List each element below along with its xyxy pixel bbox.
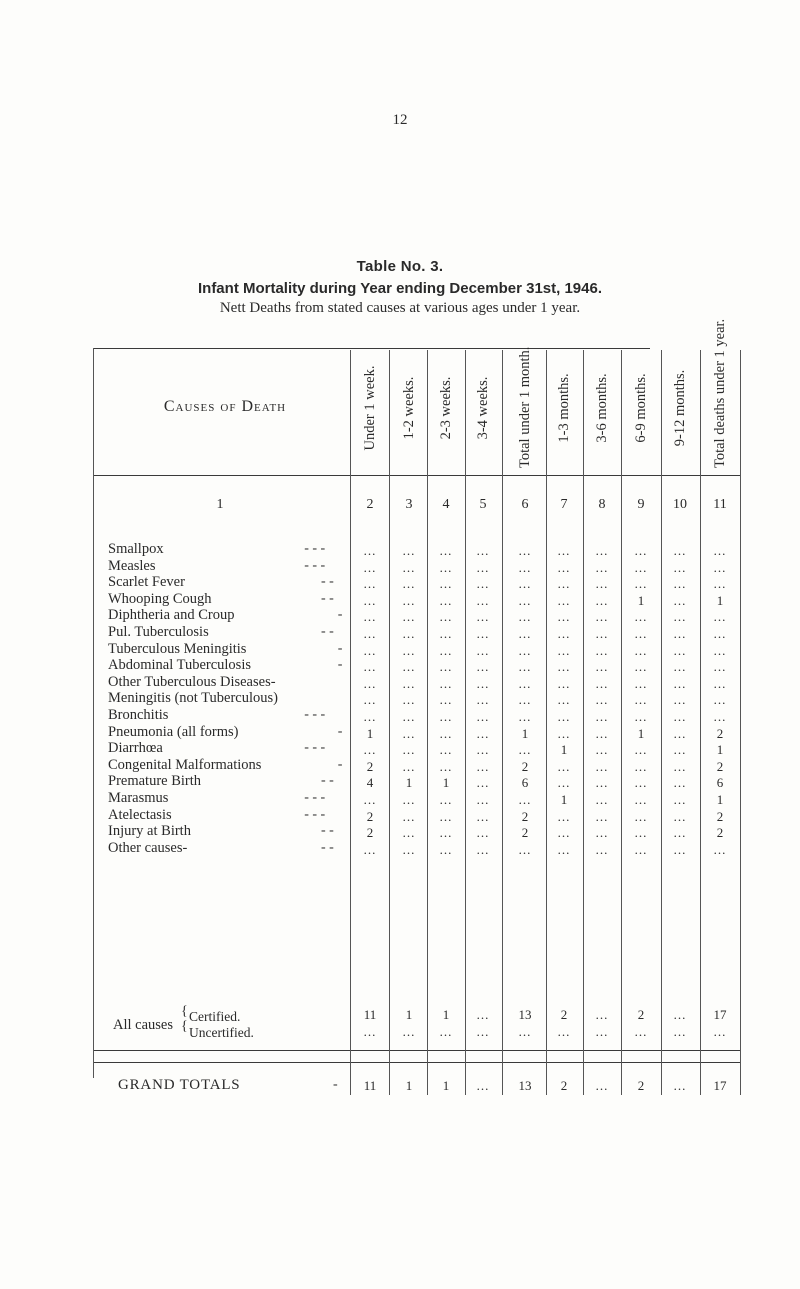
table-cell: ... (595, 758, 609, 774)
table-cell: ... (363, 626, 377, 641)
table-cell: ... (673, 692, 687, 708)
row-label: Meningitis (not Tuberculous) (108, 690, 278, 707)
table-cell: ... (673, 742, 687, 758)
table-cell: ... (673, 642, 687, 658)
row-dashes: - - - (304, 707, 326, 722)
table-cell: ... (402, 609, 416, 625)
table-description: Nett Deaths from stated causes at various ages under 1 year. (219, 300, 581, 316)
table-cell: ... (557, 692, 571, 708)
table-cell: ... (439, 725, 453, 741)
table-cell: ... (595, 576, 609, 592)
all-causes-label: All causes (113, 1017, 173, 1033)
table-cell: ... (634, 808, 648, 824)
table-cell: ... (673, 592, 687, 608)
table-cell: 6 (716, 775, 724, 791)
table-cell: ... (439, 742, 453, 758)
row-dashes: - - (321, 624, 334, 639)
table-cell: ... (476, 841, 490, 857)
certified-cell: 2 (637, 1007, 645, 1022)
table-cell: ... (557, 592, 571, 608)
certified-cell: 1 (442, 1007, 450, 1022)
table-cell: ... (363, 543, 377, 558)
row-label: Congenital Malformations (108, 756, 262, 773)
row-label: Bronchitis (108, 707, 169, 723)
column-number: 8 (598, 497, 606, 512)
table-cell: ... (518, 675, 532, 691)
column-header: 1-2 weeks. (401, 376, 417, 440)
certified-cell: 2 (560, 1007, 568, 1022)
grand-total-cell: 2 (560, 1078, 568, 1093)
table-cell: ... (713, 626, 727, 641)
table-cell: ... (476, 808, 490, 824)
column-header: 6-9 months. (633, 373, 649, 443)
table-subtitle: Infant Mortality during Year ending December 31st, 1946. (197, 280, 602, 297)
table-cell: ... (595, 841, 609, 857)
row-dashes: - - (321, 574, 334, 590)
table-cell: 1 (560, 742, 568, 758)
table-cell: ... (402, 725, 416, 741)
row-dashes: - (337, 723, 343, 739)
table-cell: ... (595, 626, 609, 641)
certified-cell: ... (476, 1007, 490, 1022)
table-cell: 1 (716, 742, 724, 758)
table-cell: 2 (716, 758, 724, 774)
table-cell: ... (402, 626, 416, 641)
table-cell: ... (713, 692, 727, 708)
table-cell: ... (402, 758, 416, 774)
table-cell: 1 (405, 775, 413, 791)
table-cell: ... (634, 825, 648, 841)
table-cell: ... (595, 792, 609, 807)
table-cell: ... (476, 742, 490, 758)
table-cell: ... (439, 576, 453, 592)
table-cell: 1 (637, 725, 645, 741)
table-cell: 1 (521, 725, 529, 741)
table-cell: ... (557, 576, 571, 592)
uncertified-cell: ... (634, 1024, 648, 1039)
table-cell: 2 (366, 825, 374, 841)
table-cell: ... (439, 692, 453, 708)
uncertified-cell: ... (557, 1024, 571, 1039)
certified-cell: 1 (405, 1007, 413, 1022)
table-cell: ... (363, 709, 377, 724)
table-cell: ... (634, 559, 648, 575)
table-cell: 2 (716, 725, 724, 741)
grand-total-cell: ... (595, 1078, 609, 1093)
column-number: 6 (521, 497, 529, 512)
table-cell: ... (402, 808, 416, 824)
grand-total-cell: ... (673, 1078, 687, 1093)
row-dashes: - - - (304, 790, 326, 805)
table-cell: ... (713, 841, 727, 857)
table-cell: ... (713, 609, 727, 625)
table-cell: ... (402, 742, 416, 758)
column-number: 7 (560, 497, 568, 512)
table-cell: ... (518, 692, 532, 708)
table-cell: ... (439, 792, 453, 807)
table-cell: ... (476, 675, 490, 691)
table-cell: ... (439, 659, 453, 675)
row-label: Smallpox (108, 541, 164, 557)
row-label: Whooping Cough (108, 590, 212, 607)
table-cell: ... (402, 709, 416, 724)
table-cell: ... (634, 659, 648, 675)
table-cell: ... (363, 609, 377, 625)
table-cell: ... (595, 825, 609, 841)
row-dashes: - - (321, 590, 334, 606)
table-cell: ... (402, 692, 416, 708)
row-dashes: - (337, 756, 343, 772)
table-cell: ... (402, 675, 416, 691)
table-cell: ... (634, 609, 648, 625)
page-number: 12 (392, 112, 408, 128)
table-cell: ... (713, 659, 727, 675)
table-cell: ... (476, 775, 490, 791)
table-cell: ... (595, 659, 609, 675)
grand-total-cell: 2 (637, 1078, 645, 1093)
table-cell: ... (713, 709, 727, 724)
table-cell: ... (673, 576, 687, 592)
table-cell: ... (476, 626, 490, 641)
column-number: 5 (479, 497, 487, 512)
table-title: Table No. 3. (356, 258, 444, 275)
table-cell: ... (439, 543, 453, 558)
table-cell: ... (557, 642, 571, 658)
grand-totals-dash: - (333, 1077, 338, 1092)
table-cell: ... (402, 543, 416, 558)
table-cell: ... (518, 576, 532, 592)
table-cell: ... (595, 725, 609, 741)
uncertified-cell: ... (673, 1024, 687, 1039)
table-cell: ... (634, 792, 648, 807)
table-cell: ... (713, 543, 727, 558)
column-header: 9-12 months. (672, 369, 688, 447)
table-cell: ... (557, 626, 571, 641)
table-cell: 2 (521, 758, 529, 774)
table-cell: ... (402, 825, 416, 841)
table-cell: ... (557, 709, 571, 724)
grand-total-cell: 17 (713, 1078, 727, 1093)
table-cell: ... (673, 792, 687, 807)
table-cell: ... (557, 808, 571, 824)
table-cell: ... (439, 709, 453, 724)
column-header: 1-3 months. (556, 373, 572, 443)
table-cell: ... (713, 642, 727, 658)
certified-cell: 13 (518, 1007, 532, 1022)
table-cell: ... (634, 742, 648, 758)
table-cell: ... (476, 792, 490, 807)
row-dashes: - - (321, 773, 334, 789)
table-cell: ... (595, 775, 609, 791)
uncertified-cell: ... (476, 1024, 490, 1039)
table-cell: ... (476, 543, 490, 558)
table-cell: ... (634, 758, 648, 774)
table-cell: ... (673, 709, 687, 724)
column-header: Under 1 week. (362, 365, 378, 451)
table-cell: ... (518, 742, 532, 758)
table-cell: ... (439, 642, 453, 658)
row-label: Measles (108, 557, 156, 574)
table-cell: 2 (366, 758, 374, 774)
table-cell: ... (476, 642, 490, 658)
certified-cell: 11 (363, 1007, 377, 1022)
row-dashes: - - - (304, 541, 326, 556)
table-cell: ... (518, 642, 532, 658)
table-cell: ... (363, 576, 377, 592)
table-cell: ... (518, 709, 532, 724)
table-cell: ... (595, 592, 609, 608)
table-cell: ... (634, 692, 648, 708)
table-cell: ... (476, 725, 490, 741)
table-cell: 1 (716, 792, 724, 807)
column-header: 3-6 months. (594, 373, 610, 443)
table-cell: ... (713, 576, 727, 592)
column-number: 10 (673, 497, 687, 512)
table-cell: ... (557, 725, 571, 741)
table-cell: ... (673, 543, 687, 558)
row-dashes: - - - (304, 806, 326, 822)
table-cell: ... (673, 659, 687, 675)
table-cell: ... (363, 692, 377, 708)
table-rule (93, 1050, 740, 1051)
table-cell: ... (673, 609, 687, 625)
table-cell: ... (439, 626, 453, 641)
table-cell: ... (518, 592, 532, 608)
table-cell: ... (518, 841, 532, 857)
table-cell: ... (634, 543, 648, 558)
table-cell: ... (518, 659, 532, 675)
column-header: Total under 1 month. (517, 346, 533, 468)
table-cell: ... (518, 792, 532, 807)
row-dashes: - (337, 657, 343, 673)
table-cell: ... (402, 659, 416, 675)
table-cell: ... (595, 675, 609, 691)
table-cell: ... (439, 609, 453, 625)
table-cell: ... (476, 825, 490, 841)
table-cell: ... (595, 543, 609, 558)
table-cell: 2 (716, 808, 724, 824)
table-cell: ... (439, 592, 453, 608)
table-cell: ... (673, 758, 687, 774)
table-cell: 1 (560, 792, 568, 807)
table-cell: ... (557, 775, 571, 791)
table-cell: ... (673, 725, 687, 741)
row-label: Diphtheria and Croup (108, 607, 235, 624)
table-cell: 4 (366, 775, 374, 791)
grand-totals-label: GRAND TOTALS (118, 1077, 241, 1093)
row-label: Atelectasis (108, 806, 172, 823)
table-cell: ... (363, 675, 377, 691)
table-cell: ... (673, 626, 687, 641)
table-cell: ... (402, 642, 416, 658)
table-cell: 2 (716, 825, 724, 841)
column-header: Total deaths under 1 year. (712, 318, 728, 468)
table-cell: ... (363, 659, 377, 675)
table-cell: ... (713, 559, 727, 575)
table-cell: ... (673, 825, 687, 841)
table-cell: ... (595, 609, 609, 625)
column-header: 3-4 weeks. (475, 376, 491, 440)
table-cell: ... (595, 692, 609, 708)
table-cell: ... (634, 841, 648, 857)
table-cell: ... (439, 808, 453, 824)
table-cell: ... (673, 559, 687, 575)
table-cell: ... (476, 758, 490, 774)
uncertified-label: Uncertified. (189, 1025, 254, 1040)
table-cell: ... (595, 709, 609, 724)
table-cell: ... (713, 675, 727, 691)
row-label: Premature Birth (108, 773, 202, 790)
grand-total-cell: 1 (442, 1078, 450, 1093)
row-dashes: - - - (304, 740, 326, 756)
table-cell: ... (363, 642, 377, 658)
table-cell: 2 (366, 808, 374, 824)
table-cell: ... (476, 709, 490, 724)
table-rule (93, 475, 740, 476)
table-cell: ... (673, 841, 687, 857)
table-cell: ... (518, 559, 532, 575)
uncertified-cell: ... (363, 1024, 377, 1039)
row-label: Abdominal Tuberculosis (108, 657, 251, 674)
table-cell: ... (595, 808, 609, 824)
table-cell: ... (557, 609, 571, 625)
table-cell: ... (402, 576, 416, 592)
table-cell: ... (439, 559, 453, 575)
table-cell: ... (595, 559, 609, 575)
row-label: Other Tuberculous Diseases- (108, 673, 276, 690)
table-cell: 6 (521, 775, 529, 791)
row-label: Pul. Tuberculosis (108, 624, 209, 640)
table-cell: ... (363, 592, 377, 608)
row-label: Other causes- (108, 839, 188, 856)
table-cell: ... (557, 758, 571, 774)
table-cell: ... (634, 576, 648, 592)
table-cell: 2 (521, 825, 529, 841)
table-cell: 1 (442, 775, 450, 791)
row-dashes: - (337, 640, 343, 656)
column-number: 3 (405, 497, 413, 512)
row-label: Marasmus (108, 790, 169, 806)
column-number: 11 (713, 497, 727, 512)
table-cell: ... (363, 559, 377, 575)
row-label: Pneumonia (all forms) (108, 723, 239, 740)
table-cell: ... (439, 825, 453, 841)
certified-label: Certified. (189, 1009, 241, 1024)
certified-cell: ... (595, 1007, 609, 1022)
table-cell: ... (518, 543, 532, 558)
uncertified-cell: ... (595, 1024, 609, 1039)
table-cell: ... (402, 792, 416, 807)
column-number: 2 (366, 497, 374, 512)
table-cell: ... (673, 775, 687, 791)
table-rule (93, 1062, 740, 1063)
table-cell: ... (363, 841, 377, 857)
table-cell: ... (476, 559, 490, 575)
table-cell: ... (673, 808, 687, 824)
table-cell: ... (595, 742, 609, 758)
table-cell: ... (634, 626, 648, 641)
row-dashes: - - - (304, 557, 326, 573)
table-cell: ... (557, 825, 571, 841)
grand-total-cell: 1 (405, 1078, 413, 1093)
table-cell: ... (402, 592, 416, 608)
table-cell: ... (476, 659, 490, 675)
table-cell: ... (634, 642, 648, 658)
table-cell: ... (439, 675, 453, 691)
row-label: Injury at Birth (108, 823, 191, 840)
table-cell: 1 (366, 725, 374, 741)
table-cell: ... (476, 592, 490, 608)
table-cell: ... (634, 675, 648, 691)
table-cell: ... (595, 642, 609, 658)
table-cell: ... (518, 609, 532, 625)
table-cell: ... (363, 742, 377, 758)
table-cell: ... (557, 841, 571, 857)
uncertified-cell: ... (518, 1024, 532, 1039)
table-cell: ... (634, 709, 648, 724)
table-cell: ... (557, 659, 571, 675)
table-cell: ... (476, 576, 490, 592)
table-cell: ... (673, 675, 687, 691)
table-cell: 1 (637, 592, 645, 608)
table-cell: ... (402, 559, 416, 575)
grand-total-cell: 11 (363, 1078, 377, 1093)
row-dashes: - - (321, 839, 334, 855)
table-cell: ... (402, 841, 416, 857)
table-cell: ... (557, 543, 571, 558)
uncertified-cell: ... (439, 1024, 453, 1039)
row-dashes: - - (321, 823, 334, 839)
row-dashes: - (337, 607, 343, 623)
certified-cell: ... (673, 1007, 687, 1022)
table-cell: ... (476, 692, 490, 708)
table-cell: ... (363, 792, 377, 807)
table-cell: ... (557, 559, 571, 575)
table-cell: ... (518, 626, 532, 641)
certified-cell: 17 (713, 1007, 727, 1022)
column-header: 2-3 weeks. (438, 376, 454, 440)
table-cell: 1 (716, 592, 724, 608)
table-cell: 2 (521, 808, 529, 824)
column-number: 1 (216, 497, 224, 512)
column-rule (740, 350, 741, 1095)
row-label: Tuberculous Meningitis (108, 640, 247, 657)
uncertified-cell: ... (402, 1024, 416, 1039)
grand-total-cell: 13 (518, 1078, 532, 1093)
column-number: 4 (442, 497, 450, 512)
table-cell: ... (634, 775, 648, 791)
table-cell: ... (439, 758, 453, 774)
table-left-rule (93, 348, 94, 1078)
row-label: Scarlet Fever (108, 574, 185, 591)
table-cell: ... (476, 609, 490, 625)
column-number: 9 (637, 497, 645, 512)
table-cell: ... (439, 841, 453, 857)
uncertified-cell: ... (713, 1024, 727, 1039)
grand-total-cell: ... (476, 1078, 490, 1093)
all-causes-brace: { { (181, 1004, 188, 1034)
table-cell: ... (557, 675, 571, 691)
causes-header: Causes of Death (163, 398, 287, 415)
row-label: Diarrhœa (108, 740, 163, 757)
